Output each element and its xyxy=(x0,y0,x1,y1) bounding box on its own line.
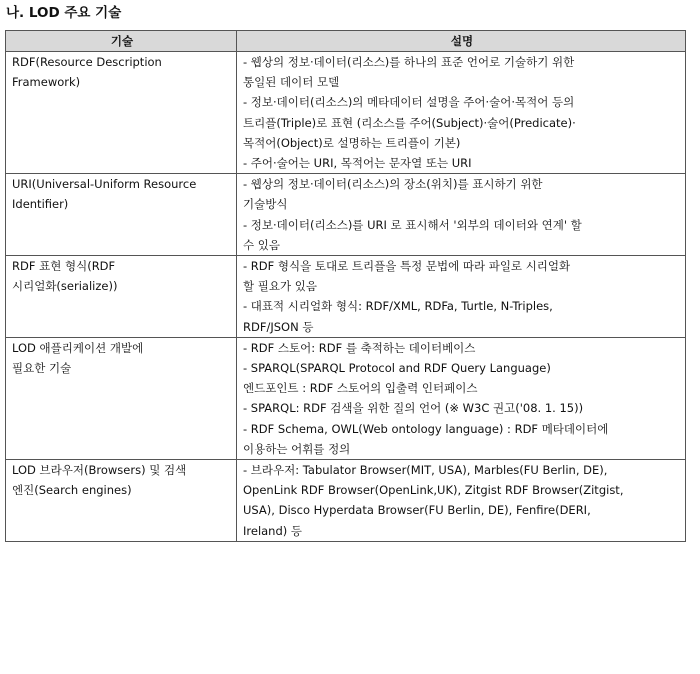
description-line: - RDF Schema, OWL(Web ontology language) : RDF 메타데이터에 xyxy=(243,421,609,436)
tech-line: 필요한 기술 xyxy=(12,361,72,376)
tech-line: 엔진(Search engines) xyxy=(12,483,132,498)
tech-cell xyxy=(6,460,237,542)
description-line: RDF/JSON 등 xyxy=(243,319,314,334)
description-line: 할 필요가 있음 xyxy=(243,279,317,294)
description-cell xyxy=(237,337,686,459)
description-line: - 웹상의 정보·데이터(리소스)의 장소(위치)를 표시하기 위한 xyxy=(243,177,543,192)
description-line: 통일된 데이터 모델 xyxy=(243,75,340,90)
table-header-row xyxy=(6,31,686,52)
tech-line: LOD 브라우저(Browsers) 및 검색 xyxy=(12,463,187,478)
tech-line: LOD 애플리케이션 개발에 xyxy=(12,340,144,355)
tech-cell xyxy=(6,256,237,338)
description-line: - 정보·데이터(리소스)를 URI 로 표시해서 '외부의 데이터와 연계' 할 xyxy=(243,217,582,232)
tech-line: Identifier) xyxy=(12,197,69,212)
tech-line: Framework) xyxy=(12,75,81,90)
description-line: - RDF 형식을 토대로 트리플을 특정 문법에 따라 파일로 시리얼화 xyxy=(243,259,571,274)
description-cell xyxy=(237,174,686,256)
header-tech: 기술 xyxy=(6,31,237,52)
table-row xyxy=(6,52,686,174)
description-line: Ireland) 등 xyxy=(243,523,303,538)
description-line: OpenLink RDF Browser(OpenLink,UK), Zitgist RDF Browser(Zitgist, xyxy=(243,483,624,498)
description-line: - 대표적 시리얼화 형식: RDF/XML, RDFa, Turtle, N-Triples, xyxy=(243,299,553,314)
description-line: - RDF 스토어: RDF 를 축적하는 데이터베이스 xyxy=(243,340,476,355)
table-row xyxy=(6,174,686,256)
tech-cell xyxy=(6,337,237,459)
description-cell xyxy=(237,256,686,338)
tech-cell xyxy=(6,52,237,174)
description-line: - SPARQL: RDF 검색을 위한 질의 언어 (※ W3C 권고('08. 1. 15)) xyxy=(243,401,584,416)
tech-line: RDF 표현 형식(RDF xyxy=(12,259,116,274)
description-cell xyxy=(237,460,686,542)
description-line: 이용하는 어휘를 정의 xyxy=(243,441,351,456)
description-cell xyxy=(237,52,686,174)
tech-cell xyxy=(6,174,237,256)
tech-line: 시리얼화(serialize)) xyxy=(12,279,118,294)
lod-technology-table xyxy=(5,30,686,542)
description-line: 트리플(Triple)로 표현 (리소스를 주어(Subject)·술어(Predicate)· xyxy=(243,115,576,130)
table-row xyxy=(6,460,686,542)
description-line: - 정보·데이터(리소스)의 메타데이터 설명을 주어·술어·목적어 등의 xyxy=(243,95,575,110)
description-line: 목적어(Object)로 설명하는 트리플이 기본) xyxy=(243,135,461,150)
tech-line: URI(Universal-Uniform Resource xyxy=(12,177,197,192)
tech-line: RDF(Resource Description xyxy=(12,55,162,69)
header-description: 설명 xyxy=(237,31,686,52)
table-row xyxy=(6,337,686,459)
table-row xyxy=(6,256,686,338)
description-line: - 웹상의 정보·데이터(리소스)를 하나의 표준 언어로 기술하기 위한 xyxy=(243,55,575,69)
description-line: - SPARQL(SPARQL Protocol and RDF Query Language) xyxy=(243,361,551,376)
description-line: 수 있음 xyxy=(243,237,280,252)
section-heading: 나. LOD 주요 기술 xyxy=(6,5,122,21)
description-line: USA), Disco Hyperdata Browser(FU Berlin, DE), Fenfire(DERI, xyxy=(243,503,591,518)
description-line: 기술방식 xyxy=(243,197,288,212)
description-line: 엔드포인트 : RDF 스토어의 입출력 인터페이스 xyxy=(243,381,478,396)
description-line: - 브라우저: Tabulator Browser(MIT, USA), Marbles(FU Berlin, DE), xyxy=(243,463,608,478)
description-line: - 주어·술어는 URI, 목적어는 문자열 또는 URI xyxy=(243,156,472,171)
